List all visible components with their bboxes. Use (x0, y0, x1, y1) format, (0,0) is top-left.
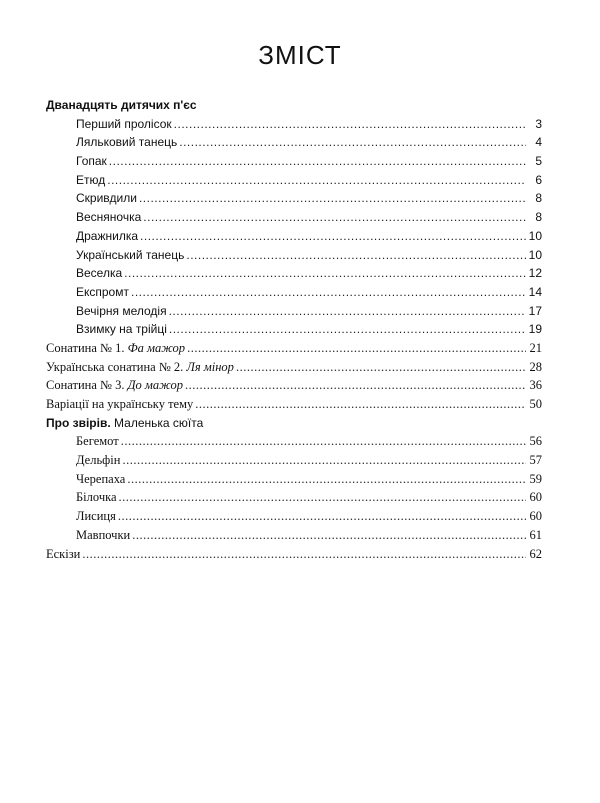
toc-entry-label: Веселка (76, 266, 123, 281)
toc-entry-label: Взимку на трійці (76, 322, 167, 337)
toc-entry-label: Скривдили (76, 191, 137, 206)
dot-leader (122, 451, 526, 470)
toc-entry-page: 10 (528, 228, 542, 243)
toc-entry-label: Весняночка (76, 210, 142, 225)
toc-entry-label: Білочка (76, 490, 117, 505)
toc-entry-page: 60 (529, 509, 542, 524)
toc-entry-label: Українська сонатина № 2. Ля мінор (46, 359, 234, 374)
toc-entry-page: 12 (528, 266, 542, 281)
toc-entry-sonatina-3 (46, 376, 542, 395)
dot-leader (140, 227, 526, 246)
toc-entry (76, 171, 542, 190)
toc-entry (76, 488, 542, 507)
dot-leader (143, 208, 526, 227)
dot-leader (118, 507, 526, 526)
dot-leader (187, 339, 526, 358)
toc-entry-sonatina-2 (46, 358, 542, 377)
toc-entry-label: Сонатина № 1. Фа мажор (46, 340, 186, 355)
dot-leader (169, 320, 526, 339)
toc-entry-page: 56 (529, 434, 542, 449)
toc-entry-label: Черепаха (76, 471, 126, 486)
table-of-contents (0, 96, 600, 563)
page-title: ЗМІСТ (258, 40, 342, 70)
toc-entry (76, 302, 542, 321)
dot-leader (82, 545, 526, 564)
toc-entry-label: Сонатина № 3. До мажор (46, 378, 183, 393)
dot-leader (124, 264, 526, 283)
section-heading-children-pieces: Дванадцять дитячих п'єс (46, 98, 197, 112)
toc-entry (76, 152, 542, 171)
toc-entry-label: Вечірня мелодія (76, 303, 167, 318)
toc-entry-label: Ескізи (46, 546, 81, 561)
toc-entry-page: 17 (528, 303, 542, 318)
toc-entry-label: Український танець (76, 247, 185, 262)
toc-entry (76, 432, 542, 451)
toc-entry (76, 264, 542, 283)
toc-entry (76, 526, 542, 545)
toc-entry (76, 189, 542, 208)
toc-entry-label: Гопак (76, 154, 107, 169)
toc-entry (76, 451, 542, 470)
dot-leader (169, 302, 526, 321)
dot-leader (236, 358, 526, 377)
toc-entry (76, 246, 542, 265)
toc-entry-page: 14 (528, 284, 542, 299)
dot-leader (139, 189, 526, 208)
toc-entry-page: 59 (529, 471, 542, 486)
toc-entry-sonatina-1 (46, 339, 542, 358)
toc-entry-label: Лисиця (76, 509, 116, 524)
toc-entry-page: 8 (535, 210, 542, 225)
key-signature: Ля мінор (186, 359, 234, 374)
toc-entry-page: 6 (535, 172, 542, 187)
toc-entry-page: 5 (535, 154, 542, 169)
dot-leader (121, 432, 526, 451)
section-heading-animals: Про звірів. Маленька сюїта (46, 415, 204, 430)
toc-entry-page: 62 (529, 546, 542, 561)
toc-entry-page: 10 (528, 247, 542, 262)
toc-entry (76, 320, 542, 339)
toc-entry-label: Бегемот (76, 434, 119, 449)
toc-entry (76, 507, 542, 526)
dot-leader (109, 152, 526, 171)
toc-entry-page: 19 (528, 322, 542, 337)
dot-leader (195, 395, 526, 414)
key-signature: Фа мажор (127, 340, 186, 355)
dot-leader (127, 470, 526, 489)
toc-entry-label: Мавпочки (76, 527, 131, 542)
dot-leader (185, 376, 526, 395)
key-signature: До мажор (127, 378, 183, 393)
toc-entry-page: 60 (529, 490, 542, 505)
toc-entry (76, 208, 542, 227)
toc-entry (76, 115, 542, 134)
toc-entry-label: Перший пролісок (76, 116, 172, 131)
dot-leader (179, 133, 526, 152)
dot-leader (132, 526, 526, 545)
toc-entry-page: 57 (529, 453, 542, 468)
toc-entry-label: Ляльковий танець (76, 135, 178, 150)
toc-entry-label: Варіації на українську тему (46, 397, 194, 411)
toc-entry-variations (46, 395, 542, 414)
toc-entry-page: 50 (529, 397, 542, 411)
toc-entry-label: Етюд (76, 172, 106, 187)
toc-entry-page: 21 (529, 340, 542, 355)
toc-entry-sketches (46, 545, 542, 564)
toc-entry-page: 36 (529, 378, 542, 393)
toc-entry (76, 470, 542, 489)
toc-entry-page: 61 (529, 527, 542, 542)
dot-leader (174, 115, 526, 134)
toc-entry-page: 8 (535, 191, 542, 206)
toc-entry-page: 28 (529, 359, 542, 374)
toc-entry-page: 3 (535, 116, 542, 131)
dot-leader (131, 283, 526, 302)
toc-entry (76, 283, 542, 302)
dot-leader (186, 246, 526, 265)
toc-entry (76, 133, 542, 152)
toc-entry-label: Експромт (76, 284, 129, 299)
toc-entry (76, 227, 542, 246)
toc-entry-page: 4 (535, 135, 542, 150)
dot-leader (107, 171, 526, 190)
toc-entry-label: Дельфін (76, 453, 121, 468)
dot-leader (119, 488, 526, 507)
toc-entry-label: Дражнилка (76, 228, 139, 243)
